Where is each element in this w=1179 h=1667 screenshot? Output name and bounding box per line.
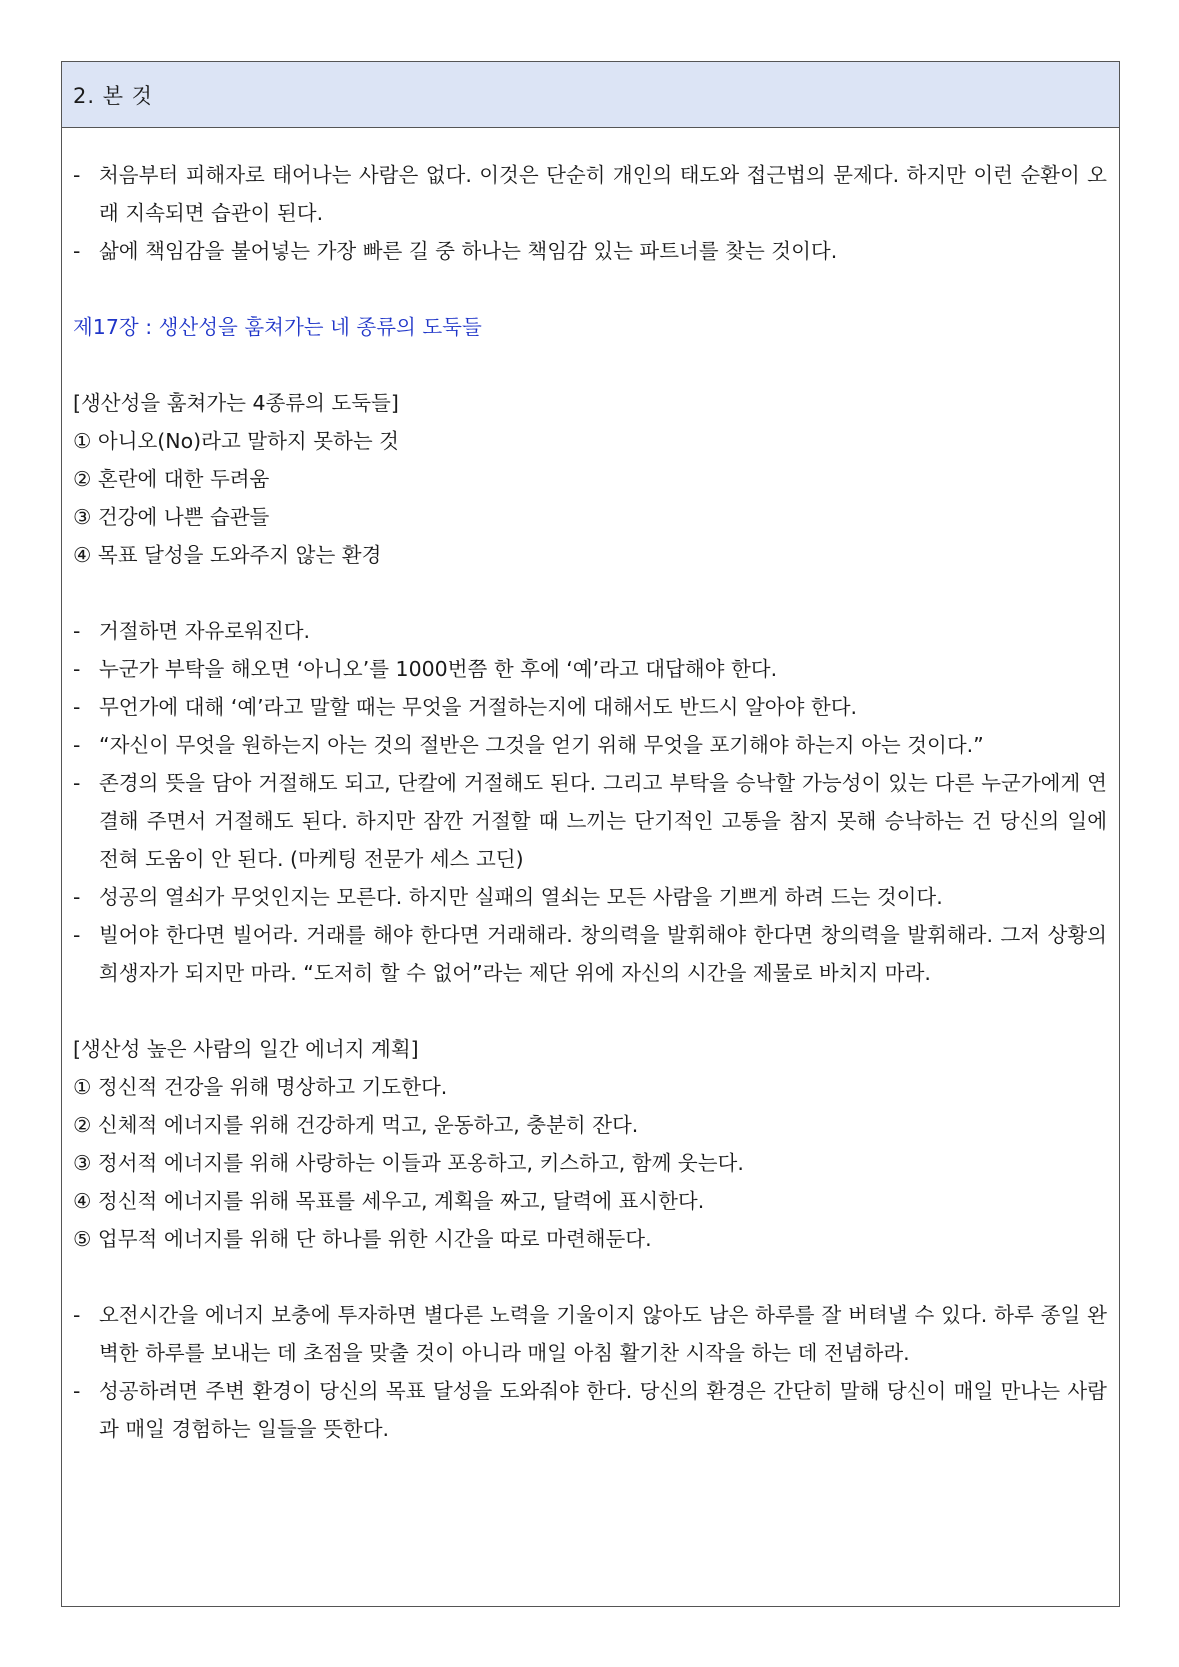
dash-marker: - xyxy=(73,733,81,757)
dash-marker: - xyxy=(73,1379,81,1403)
list-item: ③ 정서적 에너지를 위해 사랑하는 이들과 포옹하고, 키스하고, 함께 웃는다. xyxy=(73,1151,744,1175)
section-header xyxy=(62,62,1119,128)
list-item: ① 정신적 건강을 위해 명상하고 기도한다. xyxy=(73,1075,448,1099)
bullet-item xyxy=(73,1372,1107,1448)
chapter-title: 제17장 : 생산성을 훔쳐가는 네 종류의 도둑들 xyxy=(73,315,482,339)
bullet-item xyxy=(73,156,1107,232)
bullet-item xyxy=(73,916,1107,992)
bullet-item xyxy=(73,878,1107,916)
list-item: ② 신체적 에너지를 위해 건강하게 먹고, 운동하고, 충분히 잔다. xyxy=(73,1113,639,1137)
bullet-text: 성공하려면 주변 환경이 당신의 목표 달성을 도와줘야 한다. 당신의 환경은 간단히 말해 당신이 매일 만나는 사람과 매일 경험하는 일들을 뜻한다. xyxy=(99,1379,1107,1441)
thieves-list xyxy=(73,422,1107,574)
bullet-text: 처음부터 피해자로 태어나는 사람은 없다. 이것은 단순히 개인의 태도와 접근법의 문제다. 하지만 이런 순환이 오래 지속되면 습관이 된다. xyxy=(99,163,1107,225)
dash-marker: - xyxy=(73,239,81,263)
dash-marker: - xyxy=(73,885,81,909)
list-item: ④ 목표 달성을 도와주지 않는 환경 xyxy=(73,543,382,567)
bullet-item xyxy=(73,726,1107,764)
content-box xyxy=(61,61,1120,1607)
bullet-text: 빌어야 한다면 빌어라. 거래를 해야 한다면 거래해라. 창의력을 발휘해야 한다면 창의력을 발휘해라. 그저 상황의 희생자가 되지만 마라. “도저히 할 수 없어”라는 제단 위에 자신의 시간을 제물로 바치지 마라. xyxy=(99,923,1107,985)
dash-marker: - xyxy=(73,657,81,681)
bullet-item xyxy=(73,688,1107,726)
bullet-item xyxy=(73,1296,1107,1372)
section-body xyxy=(62,128,1119,1448)
energy-heading: [생산성 높은 사람의 일간 에너지 계획] xyxy=(73,1037,419,1061)
bullet-text: 삶에 책임감을 불어넣는 가장 빠른 길 중 하나는 책임감 있는 파트너를 찾는 것이다. xyxy=(99,239,838,263)
dash-marker: - xyxy=(73,923,81,947)
section-title: 2. 본 것 xyxy=(73,83,153,108)
list-item: ② 혼란에 대한 두려움 xyxy=(73,467,270,491)
bullet-text: 무언가에 대해 ‘예’라고 말할 때는 무엇을 거절하는지에 대해서도 반드시 알아야 한다. xyxy=(99,695,858,719)
bullet-text: 거절하면 자유로워진다. xyxy=(99,619,311,643)
bullet-text: 성공의 열쇠가 무엇인지는 모른다. 하지만 실패의 열쇠는 모든 사람을 기쁘게 하려 드는 것이다. xyxy=(99,885,943,909)
thieves-heading: [생산성을 훔쳐가는 4종류의 도둑들] xyxy=(73,391,399,415)
bullet-item xyxy=(73,232,1107,270)
list-item: ③ 건강에 나쁜 습관들 xyxy=(73,505,270,529)
list-item: ④ 정신적 에너지를 위해 목표를 세우고, 계획을 짜고, 달력에 표시한다. xyxy=(73,1189,705,1213)
bullet-item xyxy=(73,650,1107,688)
energy-list xyxy=(73,1068,1107,1258)
bullet-text: 누군가 부탁을 해오면 ‘아니오’를 1000번쯤 한 후에 ‘예’라고 대답해야 한다. xyxy=(99,657,778,681)
bullet-text: “자신이 무엇을 원하는지 아는 것의 절반은 그것을 얻기 위해 무엇을 포기해야 하는지 아는 것이다.” xyxy=(99,733,984,757)
bullet-item xyxy=(73,764,1107,878)
list-item: ① 아니오(No)라고 말하지 못하는 것 xyxy=(73,429,399,453)
dash-marker: - xyxy=(73,1303,81,1327)
bullet-text: 오전시간을 에너지 보충에 투자하면 별다른 노력을 기울이지 않아도 남은 하루를 잘 버텨낼 수 있다. 하루 종일 완벽한 하루를 보내는 데 초점을 맞출 것이 아니라 매일 아침 활기찬 시작을 하는 데 전념하라. xyxy=(99,1303,1107,1365)
bullet-item xyxy=(73,612,1107,650)
dash-marker: - xyxy=(73,771,81,795)
dash-marker: - xyxy=(73,695,81,719)
dash-marker: - xyxy=(73,619,81,643)
bullet-text: 존경의 뜻을 담아 거절해도 되고, 단칼에 거절해도 된다. 그리고 부탁을 승낙할 가능성이 있는 다른 누군가에게 연결해 주면서 거절해도 된다. 하지만 잠깐 거절할 때 느끼는 단기적인 고통을 참지 못해 승낙하는 건 당신의 일에 전혀 도움이 안 된다. (마케팅 전문가 세스 고딘) xyxy=(99,771,1107,871)
dash-marker: - xyxy=(73,163,81,187)
list-item: ⑤ 업무적 에너지를 위해 단 하나를 위한 시간을 따로 마련해둔다. xyxy=(73,1227,652,1251)
